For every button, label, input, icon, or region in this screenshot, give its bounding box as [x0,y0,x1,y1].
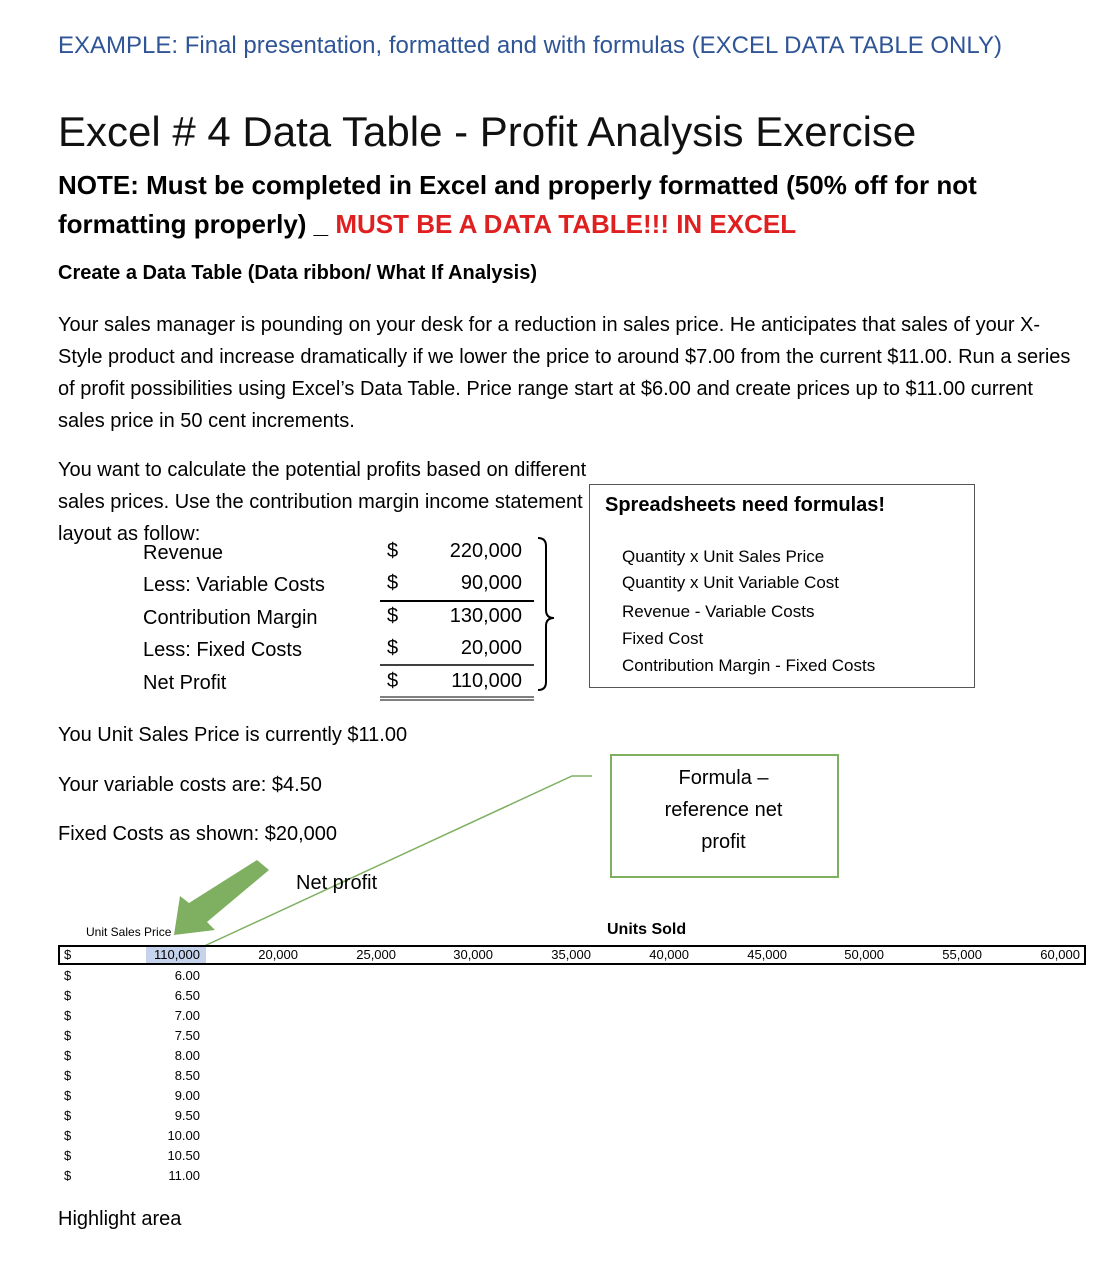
is-label-contribution-margin: Contribution Margin [143,607,318,629]
price-cell[interactable]: 11.00 [168,1168,200,1183]
price-cell[interactable]: 6.00 [174,968,200,983]
is-label-fixed-costs: Less: Fixed Costs [143,639,302,661]
is-value-contribution-margin: 130,000 [449,605,522,627]
price-cell[interactable]: 7.50 [174,1028,200,1043]
is-currency: $ [387,605,399,627]
note-warning: MUST BE A DATA TABLE!!! IN EXCEL [335,209,797,239]
units-header-cell[interactable]: 45,000 [747,947,787,962]
price-cell[interactable]: 10.50 [167,1148,200,1163]
units-header-cell[interactable]: 35,000 [551,947,591,962]
row-currency: $ [64,1168,72,1183]
row-currency: $ [64,1068,72,1083]
row-currency: $ [64,1048,72,1063]
note-separator: _ [306,209,336,239]
formula-line: Revenue - Variable Costs [622,602,815,621]
price-cell[interactable]: 9.50 [174,1108,200,1123]
formula-line: Contribution Margin - Fixed Costs [622,656,876,675]
callout-text: Formula – reference net profit [664,767,783,853]
unit-price-fact: You Unit Sales Price is currently $11.00 [58,724,408,746]
is-currency: $ [387,637,399,659]
price-cell[interactable]: 8.00 [174,1048,200,1063]
brace-icon [538,538,554,690]
is-value-net-profit: 110,000 [451,670,522,692]
corner-currency: $ [64,947,72,962]
variable-cost-fact: Your variable costs are: $4.50 [58,774,322,796]
is-currency: $ [387,540,399,562]
is-label-variable-costs: Less: Variable Costs [143,574,325,596]
row-currency: $ [64,968,72,983]
units-header-cell[interactable]: 30,000 [453,947,493,962]
row-currency: $ [64,1108,72,1123]
price-cell[interactable]: 8.50 [174,1068,200,1083]
row-currency: $ [64,1148,72,1163]
row-currency: $ [64,1008,72,1023]
row-axis-label: Unit Sales Price [86,925,172,939]
column-axis-label: Units Sold [607,921,687,938]
is-value-revenue: 220,000 [449,540,522,562]
formula-line: Quantity x Unit Sales Price [622,547,825,566]
units-header-cell[interactable]: 20,000 [258,947,298,962]
row-currency: $ [64,988,72,1003]
price-cell[interactable]: 7.00 [174,1008,200,1023]
is-currency: $ [387,670,399,692]
price-cell[interactable]: 9.00 [174,1088,200,1103]
page-title: Excel # 4 Data Table - Profit Analysis Exercise [58,108,917,155]
example-heading: EXAMPLE: Final presentation, formatted and with formulas (EXCEL DATA TABLE ONLY) [58,32,1002,59]
is-label-revenue: Revenue [143,542,224,564]
units-header-cell[interactable]: 40,000 [649,947,689,962]
is-value-fixed-costs: 20,000 [460,637,522,659]
row-currency: $ [64,1128,72,1143]
note-text: NOTE: Must be completed in Excel and properly formatted (50% off for not formatting properly) [58,170,977,239]
formula-line: Quantity x Unit Variable Cost [622,573,839,592]
price-cell[interactable]: 10.00 [167,1128,200,1143]
highlight-area-label: Highlight area [58,1208,182,1230]
row-currency: $ [64,1028,72,1043]
instruction-paragraph-2: You want to calculate the potential profits based on different sales prices. Use the contribution margin income statement layout as follow: [58,459,587,545]
is-value-variable-costs: 90,000 [460,572,522,594]
units-header-cell[interactable]: 25,000 [356,947,396,962]
create-heading: Create a Data Table (Data ribbon/ What If Analysis) [58,262,537,284]
units-header-cell[interactable]: 55,000 [942,947,982,962]
is-currency: $ [387,572,399,594]
units-header-cell[interactable]: 50,000 [844,947,884,962]
formula-box-heading: Spreadsheets need formulas! [605,494,886,516]
formula-line: Fixed Cost [622,629,704,648]
price-cell[interactable]: 6.50 [174,988,200,1003]
corner-net-profit-cell[interactable]: 110,000 [153,947,200,962]
row-currency: $ [64,1088,72,1103]
is-label-net-profit: Net Profit [143,672,227,694]
fixed-cost-fact: Fixed Costs as shown: $20,000 [58,823,338,845]
arrow-icon [174,860,269,935]
instruction-paragraph-1: Your sales manager is pounding on your desk for a reduction in sales price. He anticipates that sales of your X-Style product and increase dramatically if we lower the price to around $7.00 from the current $11.00. Run a series of profit possibilities using Excel’s Data Table. Price range start at $6.00 and create prices up to $11.00 current sales price in 50 cent increments. [58,314,1071,432]
net-profit-label: Net profit [296,872,378,894]
units-header-cell[interactable]: 60,000 [1040,947,1080,962]
